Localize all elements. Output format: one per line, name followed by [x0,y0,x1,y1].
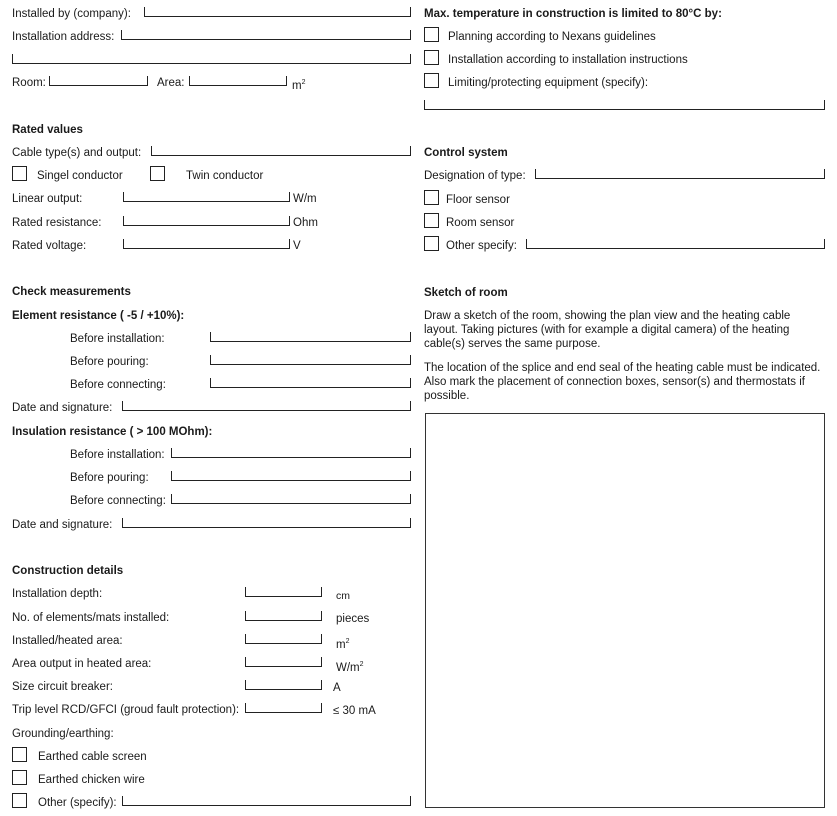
limiting-equipment-field[interactable] [424,100,825,110]
elements-unit: pieces [336,613,370,625]
no-elements-label: No. of elements/mats installed: [12,612,170,624]
trip-unit: ≤ 30 mA [333,705,376,717]
er-before-pouring-label: Before pouring: [70,356,149,368]
size-breaker-label: Size circuit breaker: [12,681,113,693]
ir-before-connecting-label: Before connecting: [70,495,166,507]
installation-depth-field[interactable] [245,587,322,597]
linear-output-unit: W/m [293,193,317,205]
twin-conductor-label: Twin conductor [186,170,264,182]
rated-values-heading: Rated values [12,124,83,136]
room-label: Room: [12,77,46,89]
other-specify-checkbox[interactable] [12,793,27,808]
trip-level-label: Trip level RCD/GFCI (groud fault protection): [12,704,240,716]
room-sensor-checkbox[interactable] [424,213,439,228]
er-date-signature-label: Date and signature: [12,402,113,414]
breaker-unit: A [333,682,341,694]
sketch-area[interactable] [425,413,825,808]
sketch-instructions-2: The location of the splice and end seal of the heating cable must be indicated. Also mark the placement of connection boxes, sensor(s) and thermostats if possible. [424,362,821,402]
twin-conductor-checkbox[interactable] [150,166,165,181]
sketch-heading: Sketch of room [424,287,508,299]
ir-before-installation-label: Before installation: [70,449,165,461]
ir-before-pouring-label: Before pouring: [70,472,149,484]
check-measurements-heading: Check measurements [12,286,131,298]
installation-address-field-2[interactable] [12,54,411,64]
other-sensor-field[interactable] [526,239,825,249]
rated-voltage-field[interactable] [123,239,290,249]
earthed-wire-label: Earthed chicken wire [38,774,145,786]
installed-by-field[interactable] [144,7,411,17]
er-date-signature-field[interactable] [122,401,411,411]
installed-by-label: Installed by (company): [12,8,131,20]
installation-address-field[interactable] [121,30,411,40]
er-before-installation-field[interactable] [210,332,411,342]
area-unit: $m^2$ [292,79,306,92]
other-specify-label: Other (specify): [38,797,117,809]
singel-conductor-label: Singel conductor [37,170,123,182]
sketch-instructions-1: Draw a sketch of the room, showing the plan view and the heating cable layout. Taking pictures (with for example a digital camera) of the heating cable(s) serves the same purpose. [424,310,791,350]
grounding-label: Grounding/earthing: [12,728,114,740]
voltage-unit: V [293,240,301,252]
earthed-screen-label: Earthed cable screen [38,751,147,763]
singel-conductor-checkbox[interactable] [12,166,27,181]
area-output-field[interactable] [245,657,322,667]
heated-area-label: Installed/heated area: [12,635,123,647]
designation-field[interactable] [535,169,825,179]
heated-area-unit: $m^2$ [336,638,350,651]
floor-sensor-checkbox[interactable] [424,190,439,205]
linear-output-label: Linear output: [12,193,83,205]
installation-instructions-label: Installation according to installation instructions [448,54,688,66]
cable-types-field[interactable] [151,146,411,156]
rated-resistance-label: Rated resistance: [12,217,102,229]
limiting-equipment-label: Limiting/protecting equipment (specify): [448,77,649,89]
insulation-resistance-heading: Insulation resistance ( > 100 MOhm): [12,426,213,438]
area-label: Area: [157,77,185,89]
construction-details-heading: Construction details [12,565,124,577]
planning-label: Planning according to Nexans guidelines [448,31,656,43]
ir-date-signature-field[interactable] [122,518,411,528]
planning-checkbox[interactable] [424,27,439,42]
max-temp-heading: Max. temperature in construction is limited to 80°C by: [424,8,722,20]
control-system-heading: Control system [424,147,508,159]
designation-label: Designation of type: [424,170,526,182]
earthed-wire-checkbox[interactable] [12,770,27,785]
ir-before-connecting-field[interactable] [171,494,411,504]
area-field[interactable] [189,76,287,86]
cable-types-label: Cable type(s) and output: [12,147,142,159]
heated-area-field[interactable] [245,634,322,644]
installation-address-label: Installation address: [12,31,115,43]
depth-unit: cm [336,590,350,602]
room-sensor-label: Room sensor [446,217,515,229]
ir-before-installation-field[interactable] [171,448,411,458]
installation-depth-label: Installation depth: [12,588,103,600]
trip-level-field[interactable] [245,703,322,713]
area-output-label: Area output in heated area: [12,658,152,670]
installation-instructions-checkbox[interactable] [424,50,439,65]
er-before-pouring-field[interactable] [210,355,411,365]
rated-resistance-field[interactable] [123,216,290,226]
limiting-equipment-checkbox[interactable] [424,73,439,88]
ir-date-signature-label: Date and signature: [12,519,113,531]
size-breaker-field[interactable] [245,680,322,690]
linear-output-field[interactable] [123,192,290,202]
rated-voltage-label: Rated voltage: [12,240,87,252]
er-before-connecting-label: Before connecting: [70,379,166,391]
er-before-connecting-field[interactable] [210,378,411,388]
earthed-screen-checkbox[interactable] [12,747,27,762]
room-field[interactable] [49,76,148,86]
no-elements-field[interactable] [245,611,322,621]
er-before-installation-label: Before installation: [70,333,165,345]
element-resistance-heading: Element resistance ( -5 / +10%): [12,310,185,322]
other-sensor-checkbox[interactable] [424,236,439,251]
other-sensor-label: Other specify: [446,240,517,252]
resistance-unit: Ohm [293,217,318,229]
area-output-unit: $W/m^2$ [336,661,364,674]
other-specify-field[interactable] [122,796,411,806]
floor-sensor-label: Floor sensor [446,194,510,206]
ir-before-pouring-field[interactable] [171,471,411,481]
